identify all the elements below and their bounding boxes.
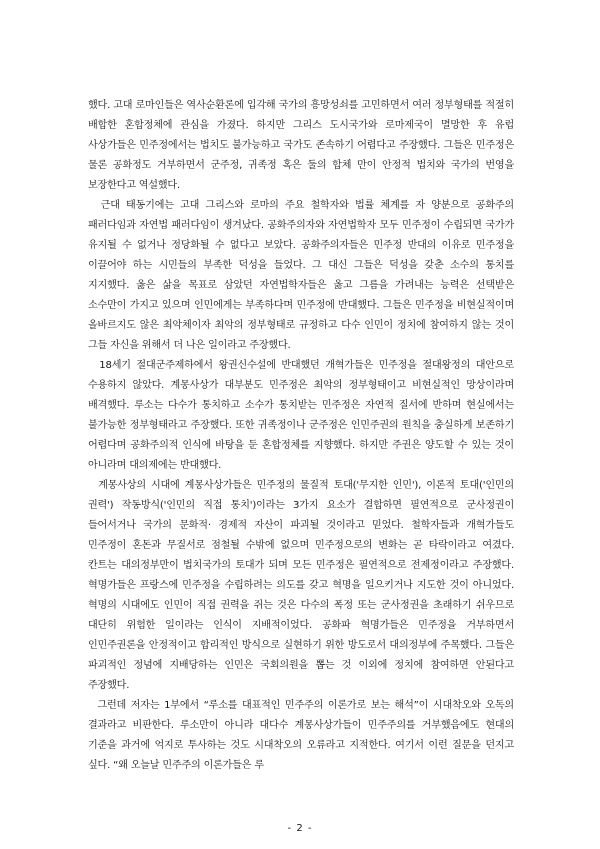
paragraph-2: 근대 태동기에는 고대 그리스와 로마의 주요 철학자와 법률 체계를 자 양분으로 공화주의 패러다임과 자연법 패러다임이 생겨났다. 공화주의자와 자연법학자 모두 민주정이 수립되면 국가가 유지될 수 없거나 정당화될 수 없다고 보았다. 공화주의자들은 민주정 반대의 이유로 민주정을 이끌어야 하는 시민들의 부족한 덕성을 들었다. 그 대신 그들은 덕성을 갖춘 소수의 통치를 지지했다. 옳은 삶을 목표로 삼았던 자연법학자들은 옳고 그름을 가려내는 능력은 선택받은 소수만이 가지고 있으며 인민에게는 부족하다며 민주정에 반대했다. 그들은 민주정을 비현실적이며 올바르지도 않은 최악체이자 최악의 정부형태로 규정하고 다수 인민이 정치에 참여하지 않는 것이 그들 자신을 위해서 더 나은 일이라고 주장했다.	[88, 200, 518, 351]
paragraph-4: 계몽사상의 시대에 계몽사상가들은 민주정의 물질적 토대('무지한 인민'), 이론적 토대('인민의 권력') 작동방식('인민의 직접 통치')이라는 3가지 요소가 결합하면 필연적으로 군사정권이 들어서거나 국가의 문화적· 경제적 자산이 파괴될 것이라고 믿었다. 철학자들과 개혁가들도 민주정이 혼돈과 무질서로 점철될 수밖에 없으며 민주정으로의 변화는 곧 타락이라고 여겼다. 칸트는 대의정부만이 법치국가의 토대가 되며 모든 민주정은 필연적으로 전제정이라고 주장했다. 혁명가들은 프랑스에 민주정을 수립하려는 의도를 갖고 혁명을 일으키거나 지도한 것이 아니었다. 혁명의 시대에도 인민이 직접 권력을 쥐는 것은 다수의 폭정 또는 군사정권을 초래하기 쉬우므로 대단히 위험한 일이라는 인식이 지배적이었다. 공화파 혁명가들은 민주정을 거부하면서 인민주권론을 안정적이고 합리적인 방식으로 실현하기 위한 방도로서 대의정부에 주목했다. 그들은 파괴적인 정념에 지배당하는 인민은 국회의원을 뽑는 것 이외에 정치에 참여하면 안된다고 주장했다.	[88, 480, 518, 691]
paragraph-1: 했다. 고대 로마인들은 역사순환론에 입각해 국가의 흥망성쇠를 고민하면서 여러 정부형태를 적절히 배합한 혼합정체에 관심을 가졌다. 하지만 그리스 도시국가와 로마제국이 멸망한 후 유럽 사상가들은 민주정에서는 법치도 불가능하고 국가도 존속하기 어렵다고 주장했다. 그들은 민주정은 물론 공화정도 거부하면서 군주정, 귀족정 혹은 둘의 합체 만이 안정적 법치와 국가의 번영을 보장한다고 역설했다.	[88, 100, 514, 191]
page-number: - 2 -	[287, 823, 313, 834]
paragraph-5: 그런데 저자는 1부에서 “루소를 대표적인 민주주의 이론가로 보는 해석”이 시대착오와 오독의 결과라고 비판한다. 루소만이 아니라 대다수 계몽사상가들이 민주주의를 거부했음에도 현대의 기준을 과거에 억지로 투사하는 것도 시대착오의 오류라고 지적한다. 여기서 이런 질문을 던지고 싶다. “왜 오늘날 민주주의 이론가들은 루	[88, 700, 518, 771]
paragraph-3: 18세기 절대군주제하에서 왕권신수설에 반대했던 개혁가들은 민주정을 절대왕정의 대안으로 수용하지 않았다. 계몽사상가 대부분도 민주정은 최악의 정부형태이고 비현실적인 망상이라며 배격했다. 루소는 다수가 통치하고 소수가 통치받는 민주정은 자연적 질서에 반하며 현실에서는 불가능한 정부형태라고 주장했다. 또한 귀족정이나 군주정은 인민주권의 원칙을 충실하게 보존하기 어렵다며 공화주의적 인식에 바탕을 둔 혼합정체를 지향했다. 하지만 주권은 양도할 수 있는 것이 아니라며 대의제에는 반대했다.	[88, 360, 518, 471]
body-text	[88, 96, 518, 776]
